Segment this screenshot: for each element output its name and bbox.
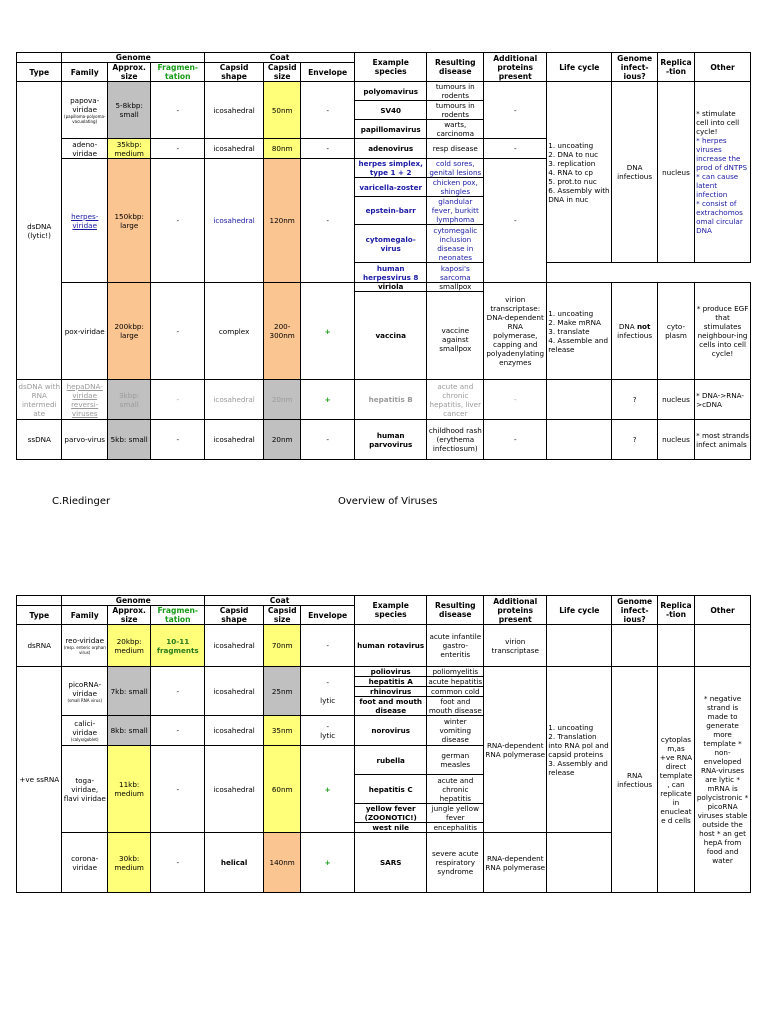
frag-reo: 10-11 fragments bbox=[151, 625, 205, 667]
header2-coat: Coat bbox=[205, 596, 355, 606]
life-pox: 1. uncoating 2. Make mRNA 3. translate 4. Assemble and release bbox=[547, 283, 612, 380]
header-envelope: Envelope bbox=[301, 63, 355, 82]
disease-yellow-fever: jungle yellow fever bbox=[427, 804, 484, 823]
header-empty bbox=[17, 53, 62, 63]
proteins-reo: virion transcriptase bbox=[484, 625, 547, 667]
frag-adeno: - bbox=[151, 139, 205, 159]
replication-dsdna: nucleus bbox=[657, 82, 694, 263]
csize-hepa: 20nm bbox=[264, 380, 301, 420]
family-herpes: herpes-viridae bbox=[62, 159, 107, 283]
csize-toga: 60nm bbox=[264, 746, 301, 833]
env-corona: + bbox=[301, 833, 355, 893]
header2-empty bbox=[17, 596, 62, 606]
frag-papova: - bbox=[151, 82, 205, 139]
header-life-cycle: Life cycle bbox=[547, 53, 612, 82]
species-hepatitis-c: hepatitis C bbox=[355, 775, 427, 804]
proteins-papova: - bbox=[484, 82, 547, 139]
disease-vaccina: vaccine against smallpox bbox=[439, 326, 472, 353]
shape-papova: icosahedral bbox=[205, 82, 264, 139]
disease-human-rotavirus: acute infantile gastro-enteritis bbox=[427, 625, 484, 667]
species-viriola: viriola bbox=[355, 283, 426, 292]
disease-pox bbox=[427, 283, 484, 380]
env-adeno: - bbox=[301, 139, 355, 159]
infectious-pox: DNA not infectious bbox=[612, 283, 657, 380]
type-hepa: dsDNA with RNA intermedi ate bbox=[18, 381, 61, 418]
disease-sv40: tumours in rodents bbox=[427, 101, 484, 120]
frag-hepa: - bbox=[151, 380, 205, 420]
disease-west-nile: encephalitis bbox=[427, 823, 484, 833]
header2-infectious: Genome infect-ious? bbox=[612, 596, 657, 625]
size-hepa: 3kbp: small bbox=[107, 380, 150, 420]
header-species: Example species bbox=[355, 53, 427, 82]
env-hepa: + bbox=[301, 380, 355, 420]
csize-papova: 50nm bbox=[264, 82, 301, 139]
size-parvo: 5kb: small bbox=[107, 420, 150, 460]
life-corona bbox=[547, 833, 612, 893]
frag-picorna: - bbox=[151, 667, 205, 716]
life-reo bbox=[547, 625, 612, 667]
header2-family: Family bbox=[62, 606, 107, 625]
species-hepatitis-b: hepatitis B bbox=[355, 380, 427, 420]
species-polyomavirus: polyomavirus bbox=[355, 82, 427, 101]
disease-cytomegalovirus: cytomegalic inclusion disease in neonates bbox=[427, 225, 484, 263]
header-type: Type bbox=[17, 63, 62, 82]
env-papova: - bbox=[301, 82, 355, 139]
env-pox: + bbox=[301, 283, 355, 380]
disease-adenovirus: resp disease bbox=[427, 139, 484, 159]
disease-norovirus: winter vomiting disease bbox=[427, 716, 484, 746]
disease-poliovirus: poliomyelitis bbox=[427, 667, 484, 677]
frag-toga: - bbox=[151, 746, 205, 833]
csize-parvo: 20nm bbox=[264, 420, 301, 460]
shape-calici: icosahedral bbox=[205, 716, 264, 746]
author-label: C.Riedinger bbox=[52, 496, 111, 507]
disease-herpes-simplex: cold sores, genital lesions bbox=[427, 159, 484, 178]
shape-picorna: icosahedral bbox=[205, 667, 264, 716]
shape-parvo: icosahedral bbox=[205, 420, 264, 460]
type-ssrna: +ve ssRNA bbox=[17, 667, 62, 893]
header2-other: Other bbox=[695, 596, 751, 625]
disease-papillomavirus: warts, carcinoma bbox=[427, 120, 484, 139]
infectious-reo bbox=[612, 625, 657, 667]
replication-reo bbox=[657, 625, 694, 667]
other-reo bbox=[695, 625, 751, 667]
header-genome: Genome bbox=[62, 53, 205, 63]
header2-species: Example species bbox=[355, 596, 427, 625]
csize-herpes: 120nm bbox=[264, 159, 301, 283]
family-corona: corona-viridae bbox=[62, 833, 107, 893]
env-parvo: - bbox=[301, 420, 355, 460]
header-proteins: Additional proteins present bbox=[484, 53, 547, 82]
header-family: Family bbox=[62, 63, 107, 82]
frag-parvo: - bbox=[151, 420, 205, 460]
disease-rhinovirus: common cold bbox=[427, 687, 484, 697]
infectious-ssrna: RNA infectious bbox=[612, 667, 657, 893]
shape-adeno: icosahedral bbox=[205, 139, 264, 159]
disease-sars: severe acute respiratory syndrome bbox=[427, 833, 484, 893]
proteins-pox: virion transcriptase: DNA-dependent RNA polymerase, capping and polyadenylating enzymes bbox=[484, 283, 547, 380]
other-dsdna: * stimulate cell into cell cycle! * herpes viruses increase the prod of dNTPS * can cause latent infection * consist of extrachomos omal circular DNA bbox=[695, 82, 751, 263]
species-foot-and-mouth: foot and mouth disease bbox=[355, 697, 427, 716]
species-sars: SARS bbox=[355, 833, 427, 893]
species-human-parvovirus: human parvovirus bbox=[355, 420, 427, 460]
header2-capsid-size: Capsid size bbox=[264, 606, 301, 625]
disease-epstein-barr: glandular fever, burkitt lymphoma bbox=[427, 197, 484, 225]
header2-genome: Genome bbox=[62, 596, 205, 606]
proteins-herpes: - bbox=[484, 159, 547, 283]
header-disease: Resulting disease bbox=[427, 53, 484, 82]
infectious-hepa: ? bbox=[612, 380, 657, 420]
other-ssrna: * negative strand is made to generate more template * non-enveloped RNA-viruses are lytic * mRNA is polycistronic * picoRNA viruses stable outside the host * an get hepA from food and water bbox=[695, 667, 751, 893]
csize-corona: 140nm bbox=[264, 833, 301, 893]
life-hepa bbox=[547, 380, 612, 420]
header-replication: Replica-tion bbox=[657, 53, 694, 82]
species-vaccina: vaccina bbox=[375, 331, 406, 340]
disease-hepatitis-b: acute and chronic hepatitis, liver cancer bbox=[427, 380, 484, 420]
header2-size: Approx. size bbox=[107, 606, 150, 625]
header2-proteins: Additional proteins present bbox=[484, 596, 547, 625]
family-pox: pox-viridae bbox=[62, 283, 107, 380]
family-papova: papova-viridae (papilloma-polyoma-vacuolating) bbox=[62, 82, 107, 139]
env-picorna: - lytic bbox=[301, 667, 355, 716]
type-ssdna: ssDNA bbox=[17, 420, 62, 460]
life-ssrna: 1. uncoating 2. Translation into RNA pol and capsid proteins 3. Assembly and release bbox=[547, 667, 612, 833]
species-epstein-barr: epstein-barr bbox=[355, 197, 427, 225]
replication-parvo: nucleus bbox=[657, 420, 694, 460]
header-coat: Coat bbox=[205, 53, 355, 63]
header-fragmentation: Fragmen-tation bbox=[151, 63, 205, 82]
species-rubella: rubella bbox=[355, 746, 427, 775]
infectious-parvo: ? bbox=[612, 420, 657, 460]
header2-envelope: Envelope bbox=[301, 606, 355, 625]
csize-picorna: 25nm bbox=[264, 667, 301, 716]
species-herpes-simplex: herpes simplex, type 1 + 2 bbox=[355, 159, 427, 178]
csize-reo: 70nm bbox=[264, 625, 301, 667]
species-norovirus: norovirus bbox=[355, 716, 427, 746]
viruses-table-rna bbox=[16, 595, 751, 893]
species-cytomegalovirus: cytomegalo-virus bbox=[355, 225, 427, 263]
size-picorna: 7kb: small bbox=[107, 667, 150, 716]
frag-calici: - bbox=[151, 716, 205, 746]
species-human-rotavirus: human rotavirus bbox=[355, 625, 427, 667]
shape-toga: icosahedral bbox=[205, 746, 264, 833]
header2-life-cycle: Life cycle bbox=[547, 596, 612, 625]
family-adeno: adeno-viridae bbox=[62, 139, 107, 159]
header-size: Approx. size bbox=[107, 63, 150, 82]
proteins-parvo: - bbox=[484, 420, 547, 460]
species-varicella-zoster: varicella-zoster bbox=[355, 178, 427, 197]
species-sv40: SV40 bbox=[355, 101, 427, 120]
replication-pox: cyto-plasm bbox=[657, 283, 694, 380]
frag-corona: - bbox=[151, 833, 205, 893]
disease-hepatitis-a: acute hepatitis bbox=[428, 677, 483, 686]
species-hepatitis-a: hepatitis A bbox=[355, 677, 427, 687]
env-calici: - lytic bbox=[301, 716, 355, 746]
size-calici: 8kb: small bbox=[107, 716, 150, 746]
species-adenovirus: adenovirus bbox=[355, 139, 427, 159]
family-parvo: parvo-virus bbox=[62, 420, 107, 460]
frag-pox: - bbox=[151, 283, 205, 380]
size-pox: 200kbp: large bbox=[107, 283, 150, 380]
shape-corona: helical bbox=[205, 833, 264, 893]
header2-replication: Replica-tion bbox=[657, 596, 694, 625]
species-papillomavirus: papillomavirus bbox=[355, 120, 427, 139]
header2-disease: Resulting disease bbox=[427, 596, 484, 625]
header2-type: Type bbox=[17, 606, 62, 625]
page-title: Overview of Viruses bbox=[338, 496, 438, 507]
env-reo: - bbox=[301, 625, 355, 667]
env-toga: + bbox=[301, 746, 355, 833]
size-corona: 30kb: medium bbox=[107, 833, 150, 893]
species-poliovirus: poliovirus bbox=[355, 667, 427, 677]
size-toga: 11kb: medium bbox=[107, 746, 150, 833]
header-capsid-size: Capsid size bbox=[264, 63, 301, 82]
other-hepa: * DNA->RNA->cDNA bbox=[695, 380, 751, 420]
shape-reo: icosahedral bbox=[205, 625, 264, 667]
disease-foot-and-mouth: foot and mouth disease bbox=[428, 697, 482, 715]
header-capsid-shape: Capsid shape bbox=[205, 63, 264, 82]
type-dsrna: dsRNA bbox=[17, 625, 62, 667]
replication-hepa: nucleus bbox=[657, 380, 694, 420]
species-human-herpesvirus-8: human herpesvirus 8 bbox=[355, 263, 427, 283]
shape-hepa: icosahedral bbox=[205, 380, 264, 420]
header-infectious: Genome infect-ious? bbox=[612, 53, 657, 82]
proteins-corona: RNA-dependent RNA polymerase bbox=[484, 833, 547, 893]
disease-rubella: german measles bbox=[427, 746, 484, 775]
frag-herpes: - bbox=[151, 159, 205, 283]
proteins-hepa: - bbox=[484, 380, 547, 420]
header-other: Other bbox=[695, 53, 751, 82]
family-toga: toga-viridae, flavi viridae bbox=[62, 746, 107, 833]
infectious-dsdna: DNA infectious bbox=[612, 82, 657, 263]
proteins-ssrna: RNA-dependent RNA polymerase bbox=[484, 667, 547, 833]
life-parvo bbox=[547, 420, 612, 460]
replication-ssrna: cytoplas m,as +ve RNA direct template, can replicate in enucleate d cells bbox=[657, 667, 694, 893]
env-herpes: - bbox=[301, 159, 355, 283]
disease-human-parvovirus: childhood rash (erythema infectiosum) bbox=[427, 420, 484, 460]
csize-calici: 35nm bbox=[264, 716, 301, 746]
size-herpes: 150kbp: large bbox=[107, 159, 150, 283]
csize-pox: 200-300nm bbox=[264, 283, 301, 380]
disease-polyomavirus: tumours in rodents bbox=[427, 82, 484, 101]
size-reo: 20kbp: medium bbox=[107, 625, 150, 667]
species-west-nile: west nile bbox=[355, 823, 427, 833]
size-papova: 5-8kbp: small bbox=[107, 82, 150, 139]
disease-human-herpesvirus-8: kaposi's sarcoma bbox=[427, 263, 484, 283]
viruses-table-dna bbox=[16, 52, 751, 460]
species-yellow-fever: yellow fever (ZOONOTIC!) bbox=[355, 804, 427, 823]
size-adeno: 35kbp: medium bbox=[107, 139, 150, 159]
species-pox bbox=[355, 283, 427, 380]
type-dsdna: dsDNA (lytic!) bbox=[17, 82, 62, 380]
disease-viriola: smallpox bbox=[427, 283, 483, 292]
other-pox: * produce EGF that stimulates neighbour-ing cells into cell cycle! bbox=[695, 283, 751, 380]
shape-pox: complex bbox=[205, 283, 264, 380]
shape-herpes: icosahedral bbox=[205, 159, 264, 283]
family-hepa: hepaDNA-viridae reversi-viruses bbox=[62, 380, 107, 420]
family-calici: calici-viridae (calyx/goblet) bbox=[62, 716, 107, 746]
proteins-adeno: - bbox=[484, 139, 547, 159]
family-picorna: picoRNA-viridae (small RNA virus) bbox=[62, 667, 107, 716]
species-rhinovirus: rhinovirus bbox=[355, 687, 427, 697]
csize-adeno: 80nm bbox=[264, 139, 301, 159]
header2-fragmentation: Fragmen-tation bbox=[151, 606, 205, 625]
disease-varicella-zoster: chicken pox, shingles bbox=[427, 178, 484, 197]
life-dsdna: 1. uncoating 2. DNA to nuc 3. replication 4. RNA to cp 5. prot.to nuc 6. Assembly with DNA in nuc bbox=[547, 82, 612, 263]
family-reo: reo-viridae (resp. enteric orphan virus) bbox=[62, 625, 107, 667]
header2-capsid-shape: Capsid shape bbox=[205, 606, 264, 625]
other-parvo: * most strands infect animals bbox=[695, 420, 751, 460]
disease-hepatitis-c: acute and chronic hepatitis bbox=[427, 775, 484, 804]
